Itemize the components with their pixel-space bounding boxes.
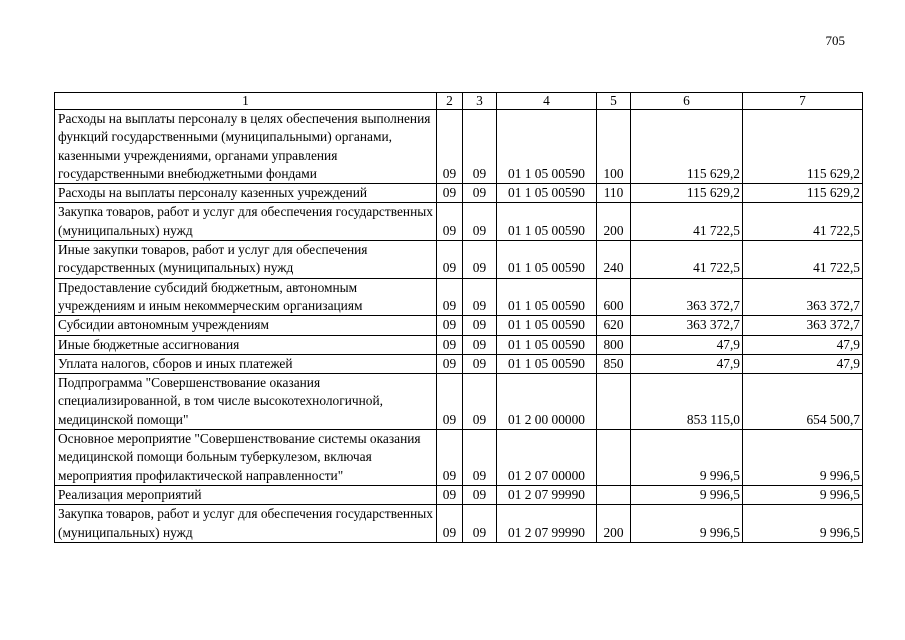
subsection-code: 09 — [463, 485, 497, 504]
table-row — [55, 374, 863, 430]
amount-col-7: 9 996,5 — [743, 505, 863, 543]
section-code: 09 — [437, 335, 463, 354]
header-col-5: 5 — [597, 93, 631, 110]
subsection-code: 09 — [463, 505, 497, 543]
header-col-3: 3 — [463, 93, 497, 110]
target-article-code: 01 1 05 00590 — [497, 203, 597, 241]
section-code: 09 — [437, 430, 463, 486]
amount-col-6: 853 115,0 — [631, 374, 743, 430]
table-row — [55, 430, 863, 486]
expense-type-code: 800 — [597, 335, 631, 354]
amount-col-7: 9 996,5 — [743, 430, 863, 486]
expense-type-code: 850 — [597, 354, 631, 373]
expense-type-code: 600 — [597, 278, 631, 316]
amount-col-7: 47,9 — [743, 354, 863, 373]
expense-name: Иные бюджетные ассигнования — [55, 335, 437, 354]
amount-col-7: 47,9 — [743, 335, 863, 354]
amount-col-6: 47,9 — [631, 335, 743, 354]
expense-type-code — [597, 485, 631, 504]
amount-col-6: 41 722,5 — [631, 203, 743, 241]
amount-col-7: 363 372,7 — [743, 278, 863, 316]
expense-type-code: 110 — [597, 184, 631, 203]
expense-type-code: 200 — [597, 203, 631, 241]
table-row — [55, 316, 863, 335]
expense-type-code — [597, 430, 631, 486]
expense-type-code: 200 — [597, 505, 631, 543]
target-article-code: 01 1 05 00590 — [497, 241, 597, 279]
amount-col-7: 9 996,5 — [743, 485, 863, 504]
amount-col-7: 41 722,5 — [743, 241, 863, 279]
subsection-code: 09 — [463, 278, 497, 316]
table-row — [55, 335, 863, 354]
expense-name: Расходы на выплаты персоналу в целях обеспечения выполнения функций государственными (муниципальными) органами, казенными учреждениями, органами управления государственными внебюджетными фондами — [55, 110, 437, 184]
expense-type-code: 240 — [597, 241, 631, 279]
table-body — [55, 110, 863, 543]
table-row — [55, 110, 863, 184]
target-article-code: 01 2 07 00000 — [497, 430, 597, 486]
amount-col-6: 115 629,2 — [631, 184, 743, 203]
table-row — [55, 203, 863, 241]
expense-name: Закупка товаров, работ и услуг для обеспечения государственных (муниципальных) нужд — [55, 505, 437, 543]
amount-col-7: 115 629,2 — [743, 184, 863, 203]
section-code: 09 — [437, 110, 463, 184]
expense-name: Субсидии автономным учреждениям — [55, 316, 437, 335]
expense-name: Уплата налогов, сборов и иных платежей — [55, 354, 437, 373]
table-row — [55, 354, 863, 373]
expense-name: Иные закупки товаров, работ и услуг для обеспечения государственных (муниципальных) нужд — [55, 241, 437, 279]
section-code: 09 — [437, 316, 463, 335]
table-row — [55, 241, 863, 279]
expense-name: Реализация мероприятий — [55, 485, 437, 504]
amount-col-6: 363 372,7 — [631, 316, 743, 335]
subsection-code: 09 — [463, 184, 497, 203]
subsection-code: 09 — [463, 241, 497, 279]
expense-name: Подпрограмма "Совершенствование оказания специализированной, в том числе высокотехнологичной, медицинской помощи" — [55, 374, 437, 430]
page-number: 705 — [825, 33, 845, 48]
subsection-code: 09 — [463, 374, 497, 430]
section-code: 09 — [437, 203, 463, 241]
target-article-code: 01 1 05 00590 — [497, 335, 597, 354]
amount-col-7: 115 629,2 — [743, 110, 863, 184]
expense-type-code: 100 — [597, 110, 631, 184]
amount-col-7: 654 500,7 — [743, 374, 863, 430]
target-article-code: 01 1 05 00590 — [497, 110, 597, 184]
expense-type-code — [597, 374, 631, 430]
table-row — [55, 278, 863, 316]
target-article-code: 01 1 05 00590 — [497, 278, 597, 316]
section-code: 09 — [437, 505, 463, 543]
amount-col-7: 41 722,5 — [743, 203, 863, 241]
section-code: 09 — [437, 374, 463, 430]
target-article-code: 01 1 05 00590 — [497, 354, 597, 373]
target-article-code: 01 2 00 00000 — [497, 374, 597, 430]
header-col-4: 4 — [497, 93, 597, 110]
amount-col-6: 9 996,5 — [631, 430, 743, 486]
amount-col-6: 115 629,2 — [631, 110, 743, 184]
amount-col-6: 47,9 — [631, 354, 743, 373]
header-col-1: 1 — [55, 93, 437, 110]
budget-table — [54, 92, 863, 543]
expense-name: Предоставление субсидий бюджетным, автономным учреждениям и иным некоммерческим организациям — [55, 278, 437, 316]
table-row — [55, 485, 863, 504]
header-col-7: 7 — [743, 93, 863, 110]
subsection-code: 09 — [463, 430, 497, 486]
expense-name: Закупка товаров, работ и услуг для обеспечения государственных (муниципальных) нужд — [55, 203, 437, 241]
amount-col-6: 363 372,7 — [631, 278, 743, 316]
target-article-code: 01 2 07 99990 — [497, 505, 597, 543]
expense-type-code: 620 — [597, 316, 631, 335]
target-article-code: 01 1 05 00590 — [497, 184, 597, 203]
amount-col-7: 363 372,7 — [743, 316, 863, 335]
section-code: 09 — [437, 278, 463, 316]
subsection-code: 09 — [463, 354, 497, 373]
header-col-2: 2 — [437, 93, 463, 110]
section-code: 09 — [437, 184, 463, 203]
section-code: 09 — [437, 485, 463, 504]
amount-col-6: 41 722,5 — [631, 241, 743, 279]
subsection-code: 09 — [463, 203, 497, 241]
subsection-code: 09 — [463, 335, 497, 354]
table-row — [55, 184, 863, 203]
table-header — [55, 93, 863, 110]
header-row — [55, 93, 863, 110]
section-code: 09 — [437, 241, 463, 279]
subsection-code: 09 — [463, 110, 497, 184]
target-article-code: 01 1 05 00590 — [497, 316, 597, 335]
amount-col-6: 9 996,5 — [631, 485, 743, 504]
expense-name: Основное мероприятие "Совершенствование системы оказания медицинской помощи больным туберкулезом, включая мероприятия профилактической направленности" — [55, 430, 437, 486]
subsection-code: 09 — [463, 316, 497, 335]
header-col-6: 6 — [631, 93, 743, 110]
expense-name: Расходы на выплаты персоналу казенных учреждений — [55, 184, 437, 203]
table-row — [55, 505, 863, 543]
amount-col-6: 9 996,5 — [631, 505, 743, 543]
section-code: 09 — [437, 354, 463, 373]
target-article-code: 01 2 07 99990 — [497, 485, 597, 504]
